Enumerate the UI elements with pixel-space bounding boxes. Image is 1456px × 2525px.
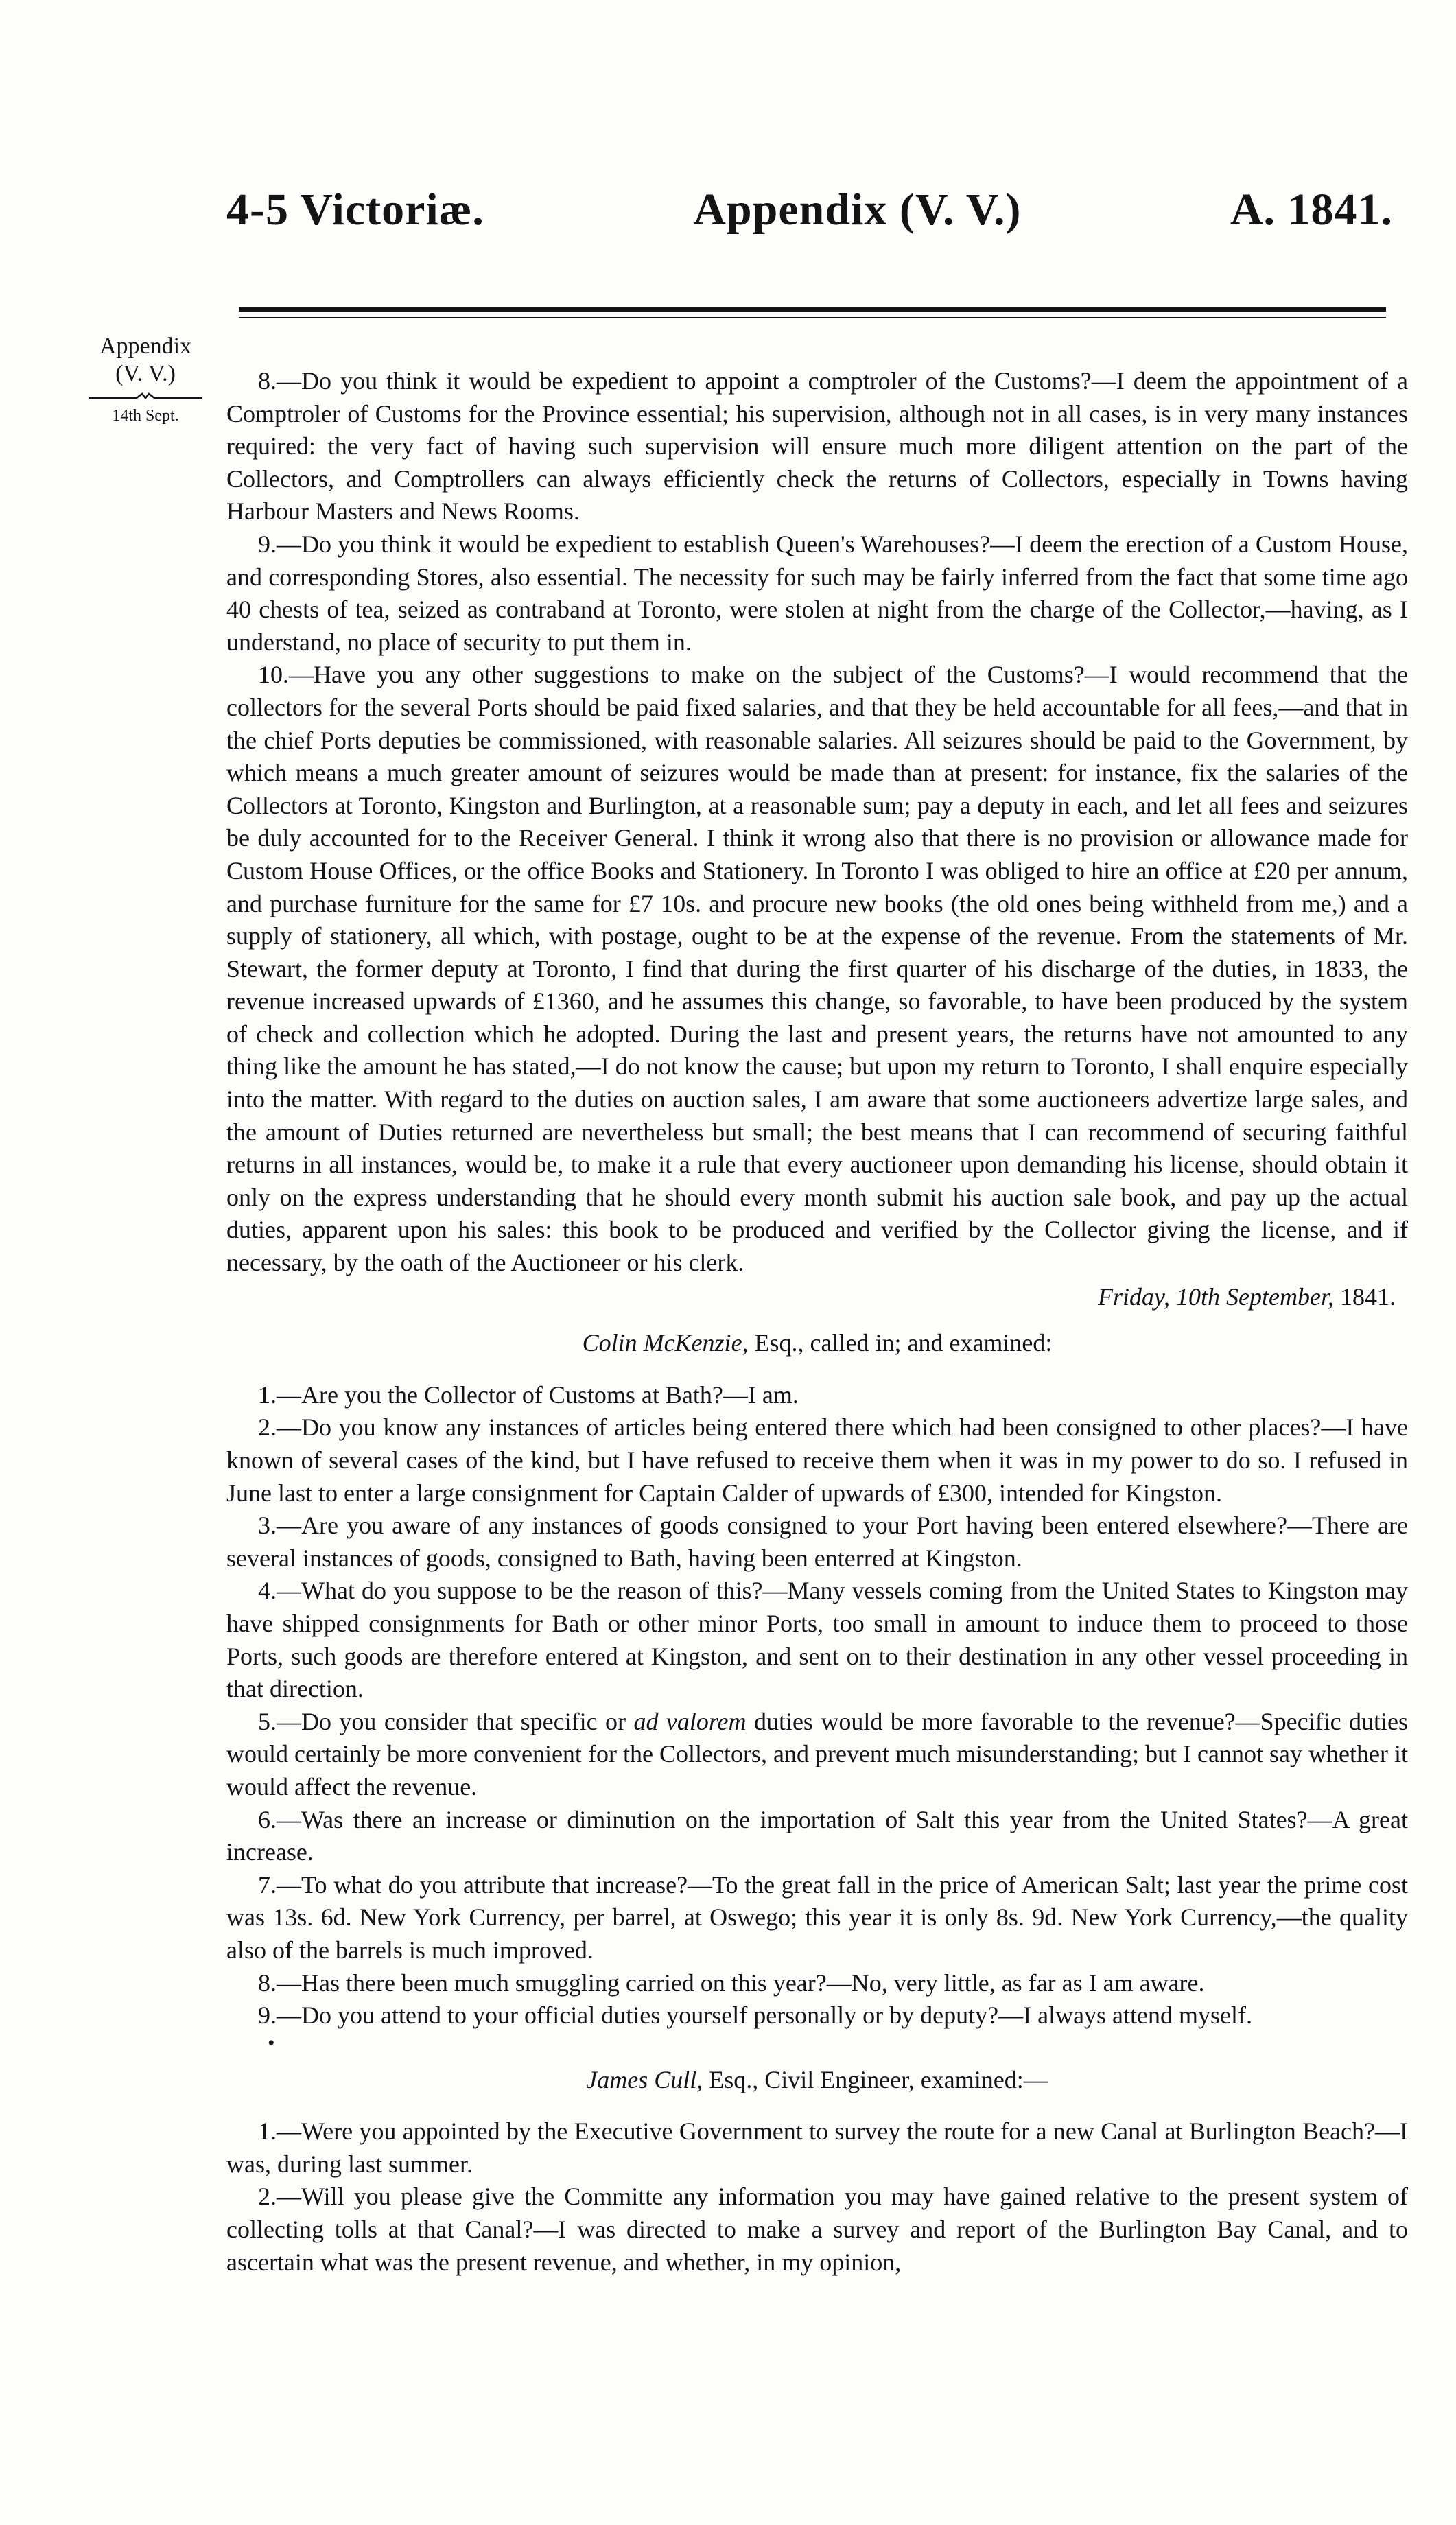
qa-item: 1.—Are you the Collector of Customs at Bath?—I am. [258,1381,799,1409]
dateline-date: 10th September, [1176,1282,1334,1311]
qa-item: 6.—Was there an increase or diminution on the importation of Salt this year from the United States?—A great increase. [226,1805,1408,1866]
qa-item: 9.—Do you attend to your official duties yourself personally or by deputy?—I always attend myself. [258,2001,1252,2030]
qa-item [226,1706,1408,1804]
dateline-day: Friday, [1098,1282,1171,1311]
witness-role: Esq., Civil Engineer, examined:— [709,2065,1048,2093]
margin-note [77,333,214,426]
margin-appendix-label: Appendix [99,333,192,359]
witness-name: James Cull, [586,2065,703,2093]
qa-item: 2.—Do you know any instances of articles being entered there which had been consigned to other places?—I have known of several cases of the kind, but I have refused to receive them when it was in my power to do so. I refused in June last to enter a large consignment for Captain Calder of upwards of £300, intended for Kingston. [226,1413,1408,1507]
stray-mark: • [268,2031,275,2054]
qa-item: 2.—Will you please give the Committe any information you may have gained relative to the present system of collecting tolls at that Canal?—I was directed to make a survey and report of the Burlington Bay Canal, and to ascertain what was the present revenue, and whether, in my opinion, [226,2183,1408,2276]
document-body [226,365,1408,2279]
header-year: A. 1841. [1230,185,1393,235]
paragraph: 8.—Do you think it would be expedient to appoint a comptroler of the Customs?—I deem the appointment of a Comptroler of Customs for the Province essential; his supervision, although not in all cases, is in very many instances required: the very fact of having such supervision will ensure much more diligent attention on the part of the Collectors, and Comptrollers can always efficiently check the returns of Collectors, especially in Towns having Harbour Masters and News Rooms. [226,367,1408,526]
qa-item: 7.—To what do you attribute that increase?—To the great fall in the price of American Salt; last year the prime cost was 13s. 6d. New York Currency, per barrel, at Oswego; this year it is only 8s. 9d. New York Currency,—the quality also of the barrels is much improved. [226,1870,1408,1964]
qa-item: 8.—Has there been much smuggling carried on this year?—No, very little, as far as I am aware. [258,1969,1205,1997]
paragraph: 10.—Have you any other suggestions to make on the subject of the Customs?—I would recommend that the collectors for the several Ports should be paid fixed salaries, and that they be held accountable for all fees,—and that in the chief Ports deputies be commissioned, with reasonable salaries. All seizures should be paid to the Government, by which means a much greater amount of seizures would be made than at present: for instance, fix the salaries of the Collectors at Toronto, Kingston and Burlington, at a reasonable sum; pay a deputy in each, and let all fees and seizures be duly accounted for to the Receiver General. I think it wrong also that there is no provision or allowance made for Custom House Offices, or the office Books and Stationery. In Toronto I was obliged to hire an office at £20 per annum, and purchase furniture for the same for £7 10s. and procure new books (the old ones being withheld from me,) and a supply of stationery, all which, with postage, ought to be at the expense of the revenue. From the statements of Mr. Stewart, the former deputy at Toronto, I find that during the first quarter of his discharge of the duties, in 1833, the revenue increased upwards of £1360, and he assumes this change, so favorable, to have been produced by the system of check and collection which he adopted. During the last and present years, the returns have not amounted to any thing like the amount he has stated,—I do not know the cause; but upon my return to Toronto, I shall enquire especially into the matter. With regard to the duties on auction sales, I am aware that some auctioneers advertize large sales, and the amount of Duties returned are nevertheless but small; the best means that I can recommend of securing faithful returns in all instances, would be, to make it a rule that every auctioneer upon demanding his license, should obtain it only on the express understanding that he should every month submit his auction sale book, and pay up the actual duties, apparent upon his sales: this book to be produced and verified by the Collector giving the license, and if necessary, by the oath of the Auctioneer or his clerk. [226,661,1408,1277]
qa-item: 3.—Are you aware of any instances of goods consigned to your Port having been entered elsewhere?—There are several instances of goods, consigned to Bath, having been enterred at Kingston. [226,1512,1408,1572]
witness-heading [226,1327,1408,1360]
qa-item: 4.—What do you suppose to be the reason of this?—Many vessels coming from the United States to Kingston may have shipped consignments for Bath or other minor Ports, too small in amount to induce them to proceed to those Ports, such goods are therefore entered at Kingston, and sent on to their destination in any other vessel proceeding in that direction. [226,1577,1408,1703]
page-header [226,184,1393,246]
witness-role: Esq., called in; and examined: [754,1329,1053,1357]
qa-item: 1.—Were you appointed by the Executive Government to survey the route for a new Canal at Burlington Beach?—I was, during last summer. [226,2117,1408,2178]
flourish-divider [87,392,204,401]
dateline [226,1281,1396,1314]
witness-heading [226,2064,1408,2097]
qa-latin-term: ad valorem [633,1707,747,1735]
qa-text: duties would be more favorable to the revenue?—Specific duties would certainly be more convenient for the Collectors, and prevent much misunderstanding; but I cannot say whether it would affect the revenue. [226,1707,1409,1800]
paragraph: 9.—Do you think it would be expedient to establish Queen's Warehouses?—I deem the erection of a Custom House, and corresponding Stores, also essential. The necessity for such may be fairly inferred from the fact that some time ago 40 chests of tea, seized as contraband at Toronto, were stolen at night from the charge of the Collector,—having, as I understand, no place of security to put them in. [226,530,1408,656]
header-appendix: Appendix (V. V.) [693,185,1022,235]
witness-name: Colin McKenzie, [582,1329,749,1357]
dateline-year: 1841. [1340,1282,1396,1311]
qa-text: 5.—Do you consider that specific or [258,1707,626,1735]
margin-date: 14th Sept. [112,407,179,425]
header-session: 4-5 Victoriæ. [226,185,484,235]
header-rule-thick [239,307,1386,312]
margin-appendix-code: (V. V.) [115,361,176,386]
header-rule-thin [239,317,1386,318]
